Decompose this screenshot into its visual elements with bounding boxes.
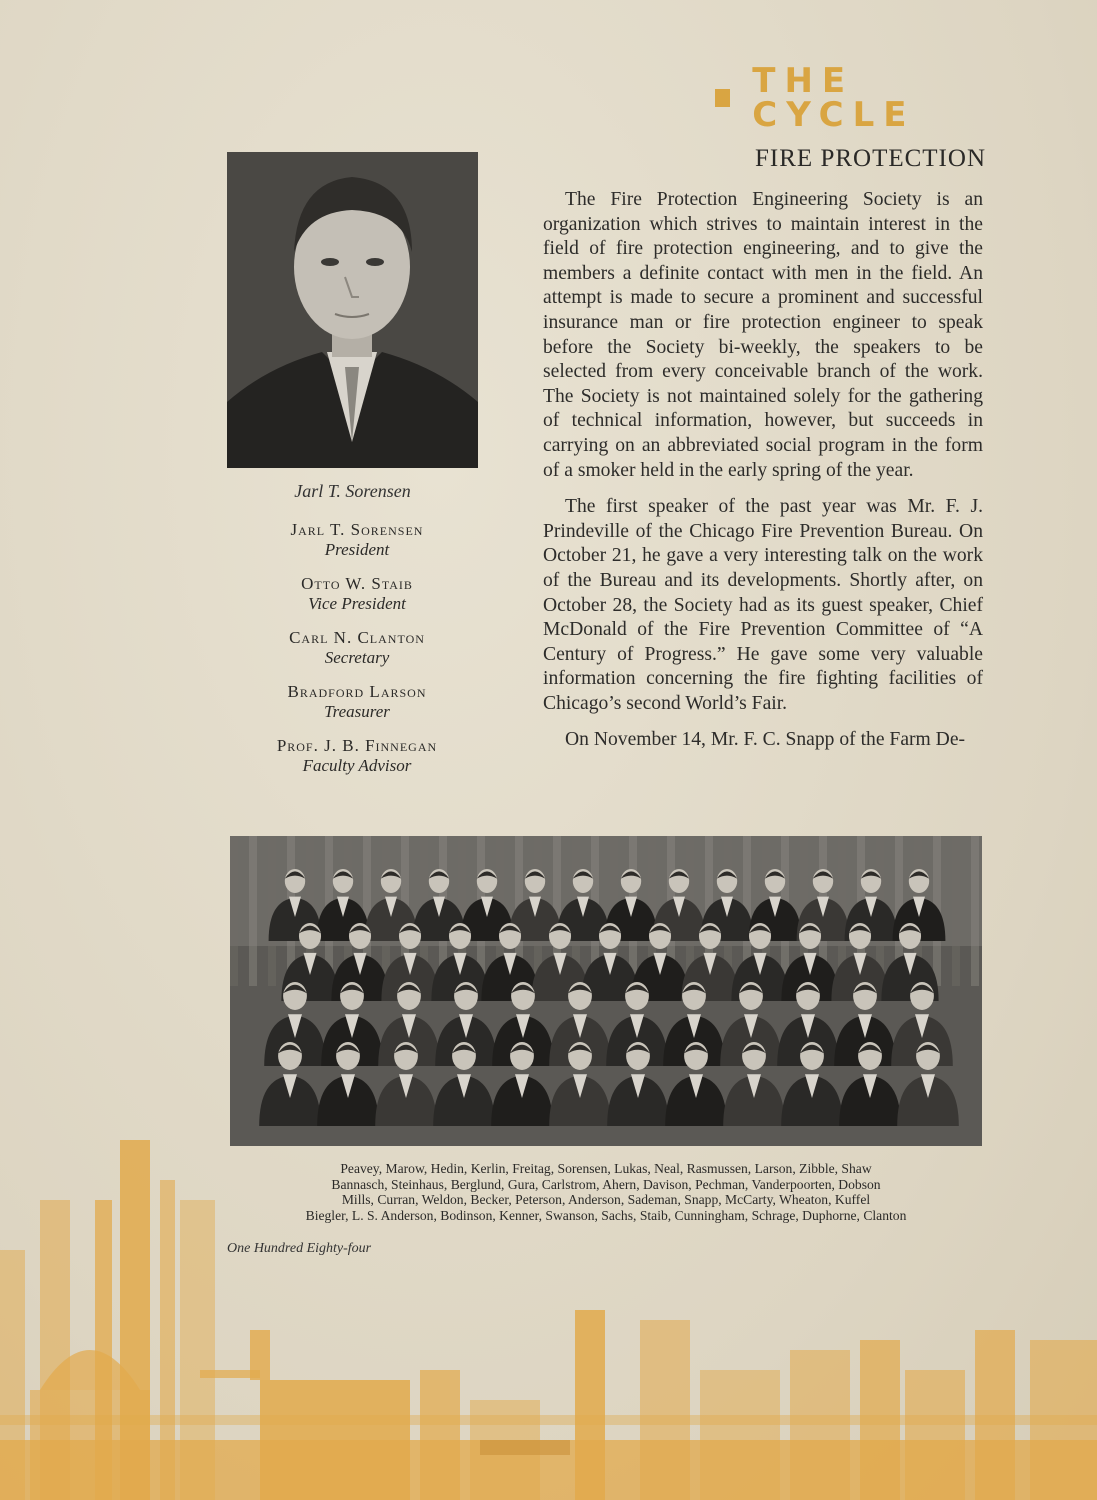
paragraph: The first speaker of the past year was Mr. F. J. Prindeville of the Chicago Fire Prevention Bureau. On October 21, he gave a very interesting talk on the work of the Bureau and its developments. Shortly after, on October 28, the Society had as its guest speaker, Chief McDonald of the Fire Prevention Committee of “A Century of Progress.” He gave some very valuable information concerning the fire fighting facilities of Chicago’s second World’s Fair. [543,496,983,714]
officer-name: Carl N. Clanton [289,628,425,647]
caption-row: Mills, Curran, Weldon, Becker, Peterson, Anderson, Sademan, Snapp, McCarty, Wheaton, Kuffel [341,1192,871,1207]
article-body [543,188,983,765]
curtain-fold [952,836,960,986]
officer-title: Vice President [308,594,406,613]
officer-title: Treasurer [324,702,390,721]
officer-title: Faculty Advisor [302,756,412,775]
skyline-illustration [0,1140,1097,1500]
caption-row: Bannasch, Steinhaus, Berglund, Gura, Carlstrom, Ahern, Davison, Pechman, Vanderpoorten, Dobson [331,1176,881,1192]
officer-name: Otto W. Staib [301,574,413,593]
officer-title: President [324,540,390,559]
officer-faculty-advisor [227,736,487,775]
group-photo-illustration [230,836,982,1146]
curtain-fold [230,836,238,986]
officer-title: Secretary [324,648,390,667]
curtain-fold [971,836,979,986]
officer-secretary [227,628,487,667]
paragraph: On November 14, Mr. F. C. Snapp of the Farm De- [565,729,966,751]
skyline-decoration [0,1140,1097,1500]
curtain-fold [249,836,257,986]
portrait-caption: Jarl T. Sorensen [294,481,411,501]
officer-name: Jarl T. Sorensen [290,520,424,539]
page-number: One Hundred Eighty-four [227,1241,372,1256]
officer-treasurer [227,682,487,721]
officer-name: Prof. J. B. Finnegan [276,736,438,755]
portrait-photo [227,152,478,468]
paragraph: The Fire Protection Engineering Society is an organization which strives to maintain interest in the field of fire protection engineering, and to give the members a definite contact with men in the field. An attempt is made to secure a prominent and successful insurance man or fire protection engineer to speak before the Society bi-weekly, the speakers to be selected from every conceivable branch of the work. The Society is not maintained solely for the gathering of technical information, however, but succeeds in carrying on an abbreviated social program in the form of a smoker held in the early spring of the year. [543,189,983,481]
header-banner [715,61,995,135]
section-title: FIRE PROTECTION [755,145,986,172]
caption-row: Biegler, L. S. Anderson, Bodinson, Kenner, Swanson, Sachs, Staib, Cunningham, Schrage, Duphorne, Clanton [305,1207,907,1223]
portrait-illustration [227,152,478,468]
officer-president [227,520,487,559]
officer-name: Bradford Larson [287,682,427,701]
officers-list [227,520,487,790]
officer-vice-president [227,574,487,613]
group-photo [230,836,982,1146]
banner-text: THE CYCLE [752,61,916,135]
caption-row: Peavey, Marow, Hedin, Kerlin, Freitag, Sorensen, Lukas, Neal, Rasmussen, Larson, Zibble, Shaw [340,1161,872,1176]
banner-square-icon [715,89,730,107]
